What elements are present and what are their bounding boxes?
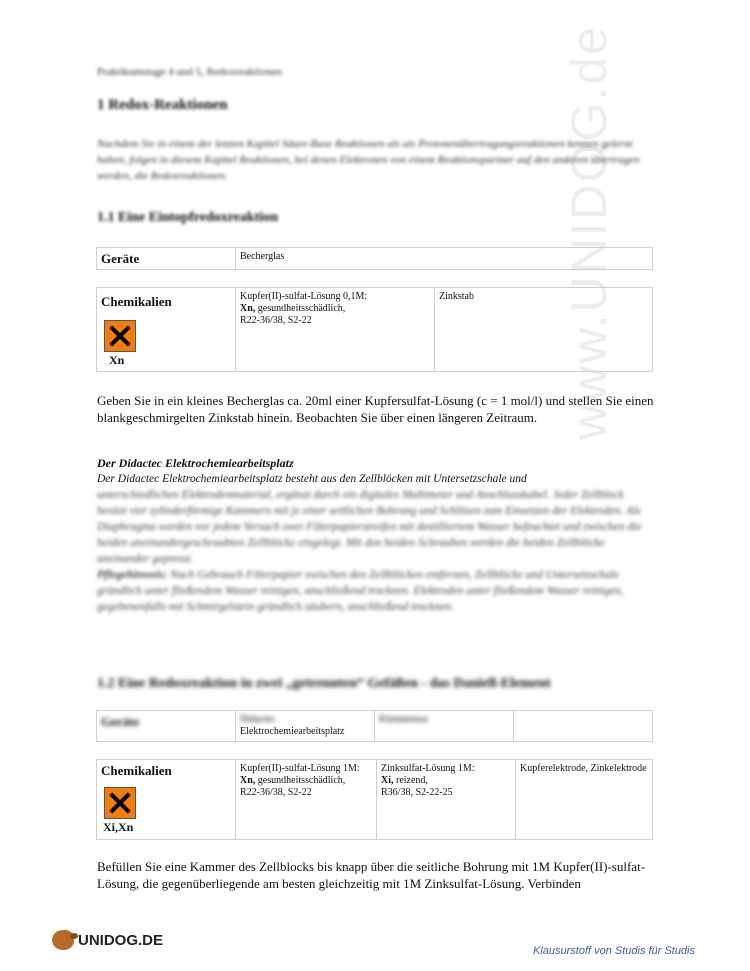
- equipment-2-col1: [236, 711, 375, 742]
- didactec-rest: [97, 487, 652, 615]
- chemicals-label-2: Chemikalien: [101, 763, 172, 778]
- equipment-table-1: [96, 247, 653, 270]
- chemical-2-1: [236, 760, 377, 840]
- page-header: Praktikumstage 4 und 5, Redoxreaktionen: [97, 66, 282, 78]
- chemical-2: Zinkstab: [435, 288, 653, 372]
- care-text: Nach Gebrauch Filterpapier zwischen den Zellblöcken entfernen, Zellblöcke und Untersetzschale gründlich unter fließendem Wasser reinigen, anschließend trocknen. Elektroden unter fließendem Wasser reinigen, gegebenenfalls mit Schmirgelstein gründlich säubern, anschließend trocknen.: [97, 569, 624, 613]
- hazard-x-icon: [104, 320, 136, 352]
- equipment-2-col3: [514, 711, 653, 742]
- equipment-value: Becherglas: [236, 248, 653, 270]
- intro-paragraph: Nachdem Sie in einem der letzten Kapitel Säure-Base Reaktionen als als Protonenübertragungsreaktionen kennen gelernt haben, folgen in diesem Kapitel Reaktionen, bei denen Elektronen von einem Reaktionspartner auf den anderen übertragen werden, die Redoxreaktionen.: [97, 138, 640, 182]
- chemical-2-1-name: Kupfer(II)-sulfat-Lösung 1M:: [240, 763, 360, 774]
- instruction-1: Geben Sie in ein kleines Becherglas ca. 20ml einer Kupfersulfat-Lösung (c = 1 mol/l) und stellen Sie einen blankgeschmirgelten Zinkstab hinein. Beobachten Sie über einen längeren Zeitraum.: [97, 393, 654, 425]
- chemical-2-3: Kupferelektrode, Zinkelektrode: [516, 760, 653, 840]
- instruction-2: Befüllen Sie eine Kammer des Zellblocks bis knapp über die seitliche Bohrung mit 1M Kupfer(II)-sulfat-Lösung, die gegenüberliegende am besten gleichzeitig mit 1M Zinksulfat-Lösung. Verbinden: [97, 859, 646, 891]
- chemical-2-2: [377, 760, 516, 840]
- hazard-x-icon: [104, 787, 136, 819]
- watermark: www.UNIDOG.de: [561, 25, 617, 440]
- section-heading-1: 1.1 Eine Eintopfredoxreaktion: [97, 210, 279, 225]
- chemical-2-1-rs: R22-36/38, S2-22: [240, 787, 312, 798]
- chemicals-table-1: [96, 287, 653, 372]
- chemical-2-2-hazard: [381, 775, 511, 787]
- equipment-2-col1-text: Elektrochemiearbeitsplatz: [240, 726, 345, 737]
- chapter-title: 1 Redox-Reaktionen: [97, 97, 228, 113]
- chemical-2-2-code: Xi,: [381, 775, 394, 786]
- care-label: Pflegehinweis:: [97, 569, 168, 581]
- equipment-2-col1-top: Didactec: [240, 714, 276, 725]
- footer-logo-text: UNIDOG.DE: [78, 931, 164, 949]
- chemicals-cell: [97, 288, 236, 372]
- chemicals-label: Chemikalien: [101, 294, 172, 309]
- didactec-first-line: Der Didactec Elektrochemiearbeitsplatz besteht aus den Zellblöcken mit Untersetzschale und: [97, 473, 527, 485]
- chemical-2-1-code: Xn,: [240, 775, 256, 786]
- chemical-2-2-rs: R36/38, S2-22-25: [381, 787, 453, 798]
- chemical-1: [236, 288, 435, 372]
- equipment-table-2: [96, 710, 653, 742]
- chemical-2-1-desc: gesundheitsschädlich,: [257, 775, 346, 786]
- chemical-2-2-name: Zinksulfat-Lösung 1M:: [381, 763, 475, 774]
- equipment-label: Geräte: [97, 248, 236, 270]
- dog-logo-icon: [52, 930, 74, 950]
- didactec-rest-text: unterschiedlichen Elektrodenmaterial, ergänzt durch ein digitales Multimeter und Anschlusskabel. Jeder Zellblock besitzt vier zylinderförmige Kammern mit je einer seitlichen Bohrung und Schlitzen zum Einsetzen der Elektroden. Als Diaphragma werden vor jedem Versuch zwei Filterpapierstreifen mit destilliertem Wasser befeuchtet und zwischen die beiden aneinandergeschraubten Zellblöcke eingelegt. Mit den beiden Schrauben werden die beiden Zellblöcke aneinander gepresst.: [97, 489, 642, 565]
- didactec-title: Der Didactec Elektrochemiearbeitsplatz: [97, 456, 294, 470]
- didactec-description: [97, 471, 652, 615]
- hazard-label: Xn: [109, 353, 125, 367]
- equipment-label-2: Geräte: [97, 711, 236, 742]
- chemicals-table-2: [96, 759, 653, 840]
- chemical-1-code: Xn,: [240, 303, 256, 314]
- chemical-1-name: Kupfer(II)-sulfat-Lösung 0,1M:: [240, 291, 368, 302]
- equipment-2-col2: Klemmenzu: [375, 711, 514, 742]
- footer-logo[interactable]: [52, 930, 163, 950]
- chemical-1-hazard: [240, 303, 430, 315]
- hazard-label-2: Xi,Xn: [103, 820, 134, 834]
- chemical-2-2-desc: reizend,: [396, 775, 428, 786]
- chemical-2-1-hazard: [240, 775, 372, 787]
- chemical-1-rs: R22-36/38, S2-22: [240, 315, 312, 326]
- chemical-1-desc: gesundheitsschädlich,: [257, 303, 346, 314]
- chemicals-cell-2: [97, 760, 236, 840]
- section-heading-2: 1.2 Eine Redoxreaktion in zwei „getrennten“ Gefäßen - das Daniell-Element: [97, 676, 551, 691]
- footer-tagline: Klausurstoff von Studis für Studis: [532, 945, 695, 957]
